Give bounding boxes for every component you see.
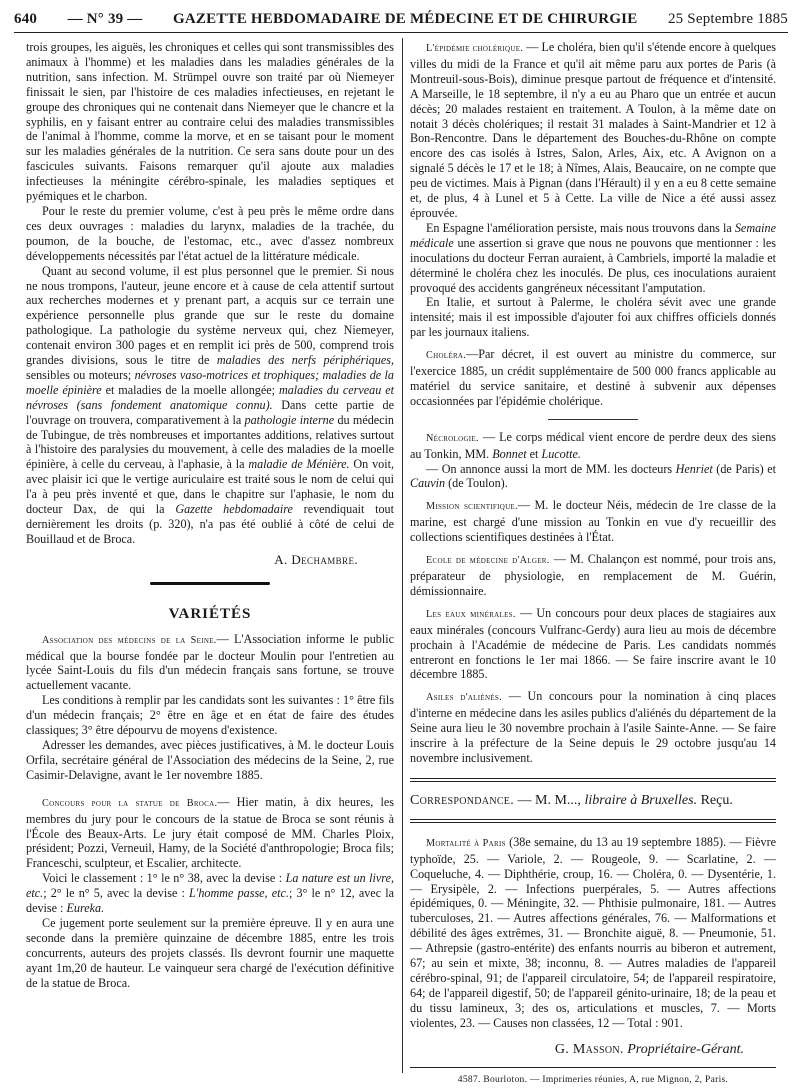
journal-title: GAZETTE HEBDOMADAIRE DE MÉDECINE ET DE CHIRURGIE	[173, 10, 638, 27]
asylums-item: Asiles d'aliénés. — Un concours pour la nomination à cinq places d'interne en médecine dans les asiles publics d'aliénés du département de la Seine aura lieu le 30 novembre prochain à l'asile Sainte-Anne. — Se faire inscrire à la préfecture de la Seine depuis le 29 octobre jusqu'au 14 novembre inclusivement.	[410, 689, 776, 765]
divider	[410, 778, 776, 782]
association-item: Association des médecins de la Seine.— L'Association informe le public médical que la bourse fondée par le docteur Moulin pour l'entretien au lycée Saint-Louis du fils d'un médecin français sans fortune, se trouve actuellement vacante.	[26, 631, 394, 693]
alger-item: Ecole de médecine d'Alger. — M. Chalançon est nommé, pour trois ans, préparateur de physiologie, en remplacement de M. Guérin, démissionnaire.	[410, 552, 776, 598]
manager-signature: G. Masson. Propriétaire-Gérant.	[554, 1041, 744, 1057]
left-column	[26, 40, 394, 1070]
review-paragraph-1: trois groupes, les aiguës, les chroniques et celles qui sont transmissibles des animaux à l'homme) et les maladies dans les maladies générales de la nutrition, sans infection. M. Strümpel ouvre son traité par où Niemeyer finissait le sien, par l'histoire de ces maladies infectieuses, en rejetant le groupe des chroniques qui ne contenait dans Niemeyer que le chancre et la syphilis, en y faisant entrer au contraire celui des maladies transmissibles de l'animal à l'homme, comme la morve, et en se taisant pour le moment sur les maladies générales de la nutrition. Ce sera sans doute pour un des fascicules suivants. Faisons remarquer qu'il ajoute aux maladies infectieuses la méningite cérébro-spinale, les maladies septiques et pyémiques et le charbon.	[26, 40, 394, 204]
right-column	[410, 40, 777, 1086]
column-divider	[402, 38, 403, 1073]
review-paragraph-3: Quant au second volume, il est plus personnel que le premier. Si nous ne nous trompons, l'auteur, jeune encore et à cause de cela attentif surtout aux recherches modernes et y prenant part, a acquis sur ce terrain une expérience personnelle plus grande que sur le reste du domaine pathologique. La pathologie du système nerveux qui, chez Niemeyer, contenait environ 300 pages et en remplit ici près de 500, comprend trois grandes divisions, sous le titre de maladies des nerfs périphériques, sensibles ou moteurs; névroses vaso-motrices et trophiques; maladies de la moelle épinière et maladies de la moelle allongée; maladies du cerveau et névroses (sans fondement anatomique connu). Dans cette partie de l'ouvrage on trouvera, comparativement à la pathologie interne du médecin de Tubingue, de très nombreuses et importantes additions, relatives surtout à l'histoire des paralysies du mouvement, à celle des maladies de la moelle épinière, à celle du cerveau, à l'aphasie, à la maladie de Ménière. On voit, avec plaisir ici que le vertige auriculaire est traité sous le nom de celui qui l'a à peu près inventé et que, dans le chapitre sur l'aphasie, le nom du docteur Dax, de qui la Gazette hebdomadaire revendiquait tout dernièrement les droits (p. 320), n'a pas été oublié à côté de celui de Bouillaud et de Broca.	[26, 263, 395, 546]
cholera-italy: En Italie, et surtout à Palerme, le choléra sévit avec une grande intensité; mais il est impossible d'ajouter foi aux chiffres officiels donnés par les journaux italiens.	[410, 295, 776, 340]
association-conditions: Les conditions à remplir par les candidats sont les suivantes : 1° être fils d'un médecin français; 2° être en âge et en état de faire des études classiques; 3° être dépourvu de moyens d'existence.	[26, 693, 394, 738]
necrology-item: Nécrologie. — Le corps médical vient encore de perdre deux des siens au Tonkin, MM. Bonnet et Lucotte.	[410, 429, 776, 461]
issue-date: 25 Septembre 1885	[667, 10, 788, 27]
broca-ranking: Voici le classement : 1° le n° 38, avec la devise : La nature est un livre, etc.; 2° le n° 5, avec la devise : L'homme passe, etc.; 3° le n° 12, avec la devise : Eureka.	[26, 871, 394, 916]
broca-item: Concours pour la statue de Broca.— Hier matin, à dix heures, les membres du jury pour le concours de la statue de Broca se sont réunis à l'École des Beaux-Arts. Le jury était composé de MM. Charles Ploix, président; Pozzi, Verneuil, Hamy, de la Société d'anthropologie; Broca fils; Franceschi, sculpteur, et Escalier, architecte.	[26, 794, 395, 871]
mission-item: Mission scientifique.— M. le docteur Néis, médecin de 1re classe de la marine, est chargé d'une mission au Tonkin en vue d'y recueillir des collections scientifiques destinées à l'État.	[410, 498, 776, 545]
mineral-waters-item: Les eaux minérales. — Un concours pour deux places de stagiaires aux eaux minérales (concours Vulfranc-Gerdy) aura lieu au mois de décembre prochain à l'Académie de médecine de Paris. Les candidats nommés entreront en fonctions le 1er mai 1866. — Se faire inscrire avant le 10 décembre 1885.	[410, 605, 776, 682]
correspondence-item: Correspondance. — M. M..., libraire à Bruxelles. Reçu.	[410, 792, 733, 808]
issue-number: — N° 39 —	[67, 10, 143, 27]
section-divider	[150, 582, 270, 585]
cholera-epidemic-item: L'épidémie cholérique. — Le choléra, bien qu'il s'étende encore à quelques villes du midi de la France et qu'il ait même paru aux portes de Paris (à Montreuil-sous-Bois), diminue presque partout de fréquence et d'intensité. A Marseille, le 18 septembre, il n'y a eu au Pharo que un entrée et aucun décès; 20 malades restaient en traitement. A Toulon, à la même date on notait 3 décès cholériques; il restait 31 malades à Saint-Mandrier et 12 à Bon-Rencontre. Dans le département des Bouches-du-Rhône on compte encore des cas isolés à Istres, Salon, Arles, Aix, etc. A Avignon on a signalé 5 décès le 17 et le 18; à Nîmes, Alais, Beaucaire, on ne compte que peu de victimes. Mais à Pignan (dans l'Hérault) il y en a eu 8 cette semaine et, de plus, 4 à Lunel et 5 à Cette. La ville de Nice a été aussi assez éprouvée.	[410, 40, 776, 220]
divider	[410, 819, 776, 823]
printer-imprint: 4587. Bourloton. — Imprimeries réunies, A, rue Mignon, 2, Paris.	[410, 1067, 776, 1088]
page-header	[14, 6, 788, 33]
review-paragraph-2: Pour le reste du premier volume, c'est à peu près le même ordre dans ces deux ouvrages : maladies du larynx, maladies de la trachée, du poumon, de la bouche, de l'estomac, etc., avec d'assez nombreux développements nécessités par l'état actuel de la littérature médicale.	[26, 203, 394, 263]
broca-judgment: Ce jugement porte seulement sur la première épreuve. Il y en aura une seconde dans la première quinzaine de décembre 1885, entre les trois concurrents, auteurs des projets classés. Ils devront fournir une maquette ayant 1m,20 de hauteur. Le vainqueur sera chargé de l'exécution définitive de la statue de Broca.	[26, 915, 394, 990]
author-signature: A. Dechambre.	[274, 551, 358, 567]
divider	[548, 419, 638, 420]
necrology-more: — On annonce aussi la mort de MM. les docteurs Henriet (de Paris) et Cauvin (de Toulon).	[410, 461, 777, 491]
association-address: Adresser les demandes, avec pièces justificatives, à M. le docteur Louis Orfila, secrétaire général de l'Association des médecins de la Seine, 2, rue Casimir-Delavigne, avant le 1er novembre 1885.	[26, 737, 394, 782]
cholera-decree-item: Choléra.—Par décret, il est ouvert au ministre du commerce, sur l'exercice 1885, un crédit supplémentaire de 500 000 francs applicable au matériel du service sanitaire, et destiné à subvenir aux dépenses occasionnées par l'épidémie cholérique.	[410, 347, 776, 408]
cholera-spain: En Espagne l'amélioration persiste, mais nous trouvons dans la Semaine médicale une assertion si grave que nous ne pouvons que mentionner : les inoculations du docteur Ferran auraient, à Cambriels, importé la maladie et déterminé le choléra chez les inoculés. De plus, ces inoculations auraient provoqué des accidents gangréneux nécessitant l'amputation.	[410, 220, 776, 295]
mortality-item: Mortalité à Paris (38e semaine, du 13 au 19 septembre 1885). — Fièvre typhoïde, 25. — Variole, 2. — Rougeole, 9. — Scarlatine, 2. — Coqueluche, 4. — Diphthérie, croup, 16. — Choléra, 0. — Dysentérie, 1. — Erysipèle, 2. — Infections puerpérales, 5. — Autres affections épidémiques, 0. — Méningite, 32. — Phthisie pulmonaire, 181. — Autres tuberculoses, 21. — Autres affections générales, 76. — Malformations et débilité des âges extrêmes, 31. — Bronchite aiguë, 8. — Pneumonie, 51. — Athrepsie (gastro-entérite) des enfants nourris au biberon et autrement, 67; au sein et mixte, 38; inconnu, 8. — Autres maladies de l'appareil cérébro-spinal, 91; de l'appareil circulatoire, 54; de l'appareil respiratoire, 64; de l'appareil digestif, 50; de l'appareil génito-urinaire, 18; de la peau et du tissu lamineux, 3; des os, articulations et muscles, 7. — Morts violentes, 23. — Causes non classées, 12 — Total : 901.	[410, 834, 776, 1030]
page-number: 640	[14, 10, 38, 27]
section-title-varietes: VARIÉTÉS	[168, 605, 252, 622]
